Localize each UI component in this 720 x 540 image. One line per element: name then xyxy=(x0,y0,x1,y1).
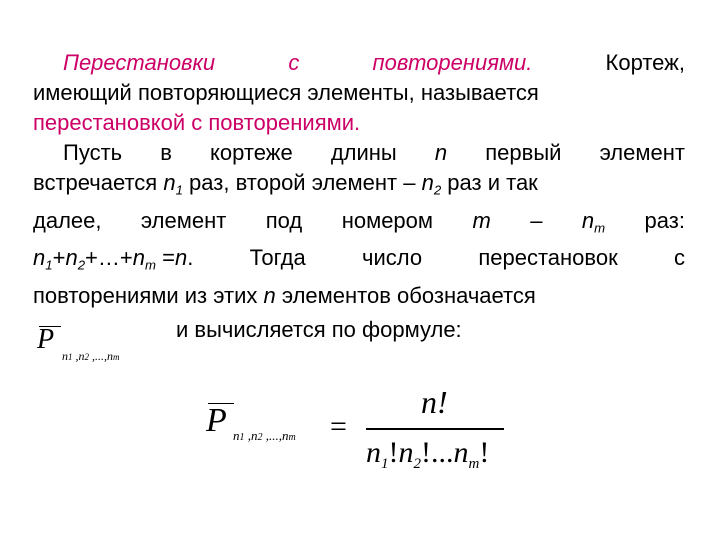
sub-n: n xyxy=(107,349,113,363)
var-n: n xyxy=(434,140,448,165)
text: раз и так xyxy=(441,170,538,195)
comma: , xyxy=(244,428,251,443)
den-dots: !... xyxy=(421,436,454,469)
word: с xyxy=(674,245,685,271)
period: . xyxy=(187,245,194,271)
sub-m: m xyxy=(288,432,296,443)
sub-2: 2 xyxy=(433,182,442,198)
word: длины xyxy=(330,140,397,165)
formula-numerator: n! xyxy=(421,384,448,420)
symbol-P: P xyxy=(37,324,55,355)
text: элементов обозначается xyxy=(275,282,536,308)
formula-denominator xyxy=(366,436,489,473)
dash: – xyxy=(530,207,543,233)
word: Пусть xyxy=(63,140,123,165)
text: повторениями из этих xyxy=(33,282,264,308)
word: далее, xyxy=(33,207,102,233)
sub-n: n xyxy=(78,349,85,363)
formula-P: P xyxy=(206,402,227,439)
para1-line3: перестановкой с повторениями. xyxy=(33,110,361,135)
sub-1: 1 xyxy=(175,182,183,198)
sub-m: m xyxy=(145,257,156,273)
den-sub-2: 2 xyxy=(413,456,421,472)
body-text xyxy=(33,48,685,345)
sub-2: 2 xyxy=(84,352,89,362)
sub-2: 2 xyxy=(77,257,86,273)
word: Тогда xyxy=(249,245,306,271)
para2-line3 xyxy=(33,206,685,244)
den-n: n xyxy=(366,436,381,469)
word: номером xyxy=(341,207,434,233)
para2-line4 xyxy=(33,243,685,281)
word: элемент xyxy=(140,207,227,233)
word: перестановок xyxy=(478,245,618,271)
term-word-3: повторениями. xyxy=(372,50,533,75)
sub-n: n xyxy=(251,428,258,443)
den-fact: ! xyxy=(388,436,399,469)
para1-line2: имеющий повторяющиеся элементы, называется xyxy=(33,80,539,105)
var-n: n xyxy=(263,282,276,308)
para1-tail: Кортеж, xyxy=(605,50,685,75)
den-n: n xyxy=(453,436,469,469)
var-n: n xyxy=(581,207,595,233)
sum-expression xyxy=(33,243,193,281)
sub-2: 2 xyxy=(257,432,263,443)
sub-n: n xyxy=(233,428,240,443)
sub-n: n xyxy=(282,428,289,443)
den-fact: ! xyxy=(479,436,490,469)
sub-1: 1 xyxy=(68,352,73,362)
sub-m: m xyxy=(594,220,606,236)
word: число xyxy=(361,245,423,271)
text: раз, второй элемент – xyxy=(182,170,422,195)
dots: +…+ xyxy=(85,245,133,271)
den-sub-1: 1 xyxy=(381,456,389,472)
equals: = xyxy=(156,245,175,271)
ellipsis: ,..., xyxy=(262,428,282,443)
comma: , xyxy=(72,349,79,363)
var-n: n xyxy=(65,245,78,271)
word: под xyxy=(265,207,303,233)
den-n: n xyxy=(398,436,414,469)
term-word-1: Перестановки xyxy=(63,50,216,75)
para2-line2 xyxy=(33,168,685,206)
para2-line5 xyxy=(33,281,685,311)
var-n: n xyxy=(174,245,188,271)
term-word-2: с xyxy=(288,50,300,75)
sub-1: 1 xyxy=(45,257,53,273)
text: встречается xyxy=(33,170,164,195)
var-n2: n xyxy=(421,170,434,195)
symbol-subscript xyxy=(62,349,120,364)
fraction-bar xyxy=(366,428,504,430)
sub-n: n xyxy=(62,349,68,363)
den-sub-m: m xyxy=(468,456,480,472)
word: в xyxy=(160,140,172,165)
var-nm xyxy=(582,206,605,244)
word: раз: xyxy=(644,207,685,233)
formula-subscript xyxy=(233,428,296,444)
word: элемент xyxy=(599,140,685,165)
sub-1: 1 xyxy=(239,432,245,443)
var-n: n xyxy=(33,245,46,271)
para2-line1 xyxy=(33,138,685,168)
sub-m: m xyxy=(113,352,120,362)
plus: + xyxy=(52,245,66,271)
formula-equals: = xyxy=(330,410,347,443)
word: кортеже xyxy=(210,140,293,165)
var-n: n xyxy=(132,245,145,271)
var-n1: n xyxy=(163,170,176,195)
para2-line6: и вычисляется по формуле: xyxy=(176,316,462,342)
ellipsis: ,..., xyxy=(89,349,107,363)
word: первый xyxy=(485,140,562,165)
para1-line1 xyxy=(33,48,685,78)
var-m: m xyxy=(472,207,491,233)
